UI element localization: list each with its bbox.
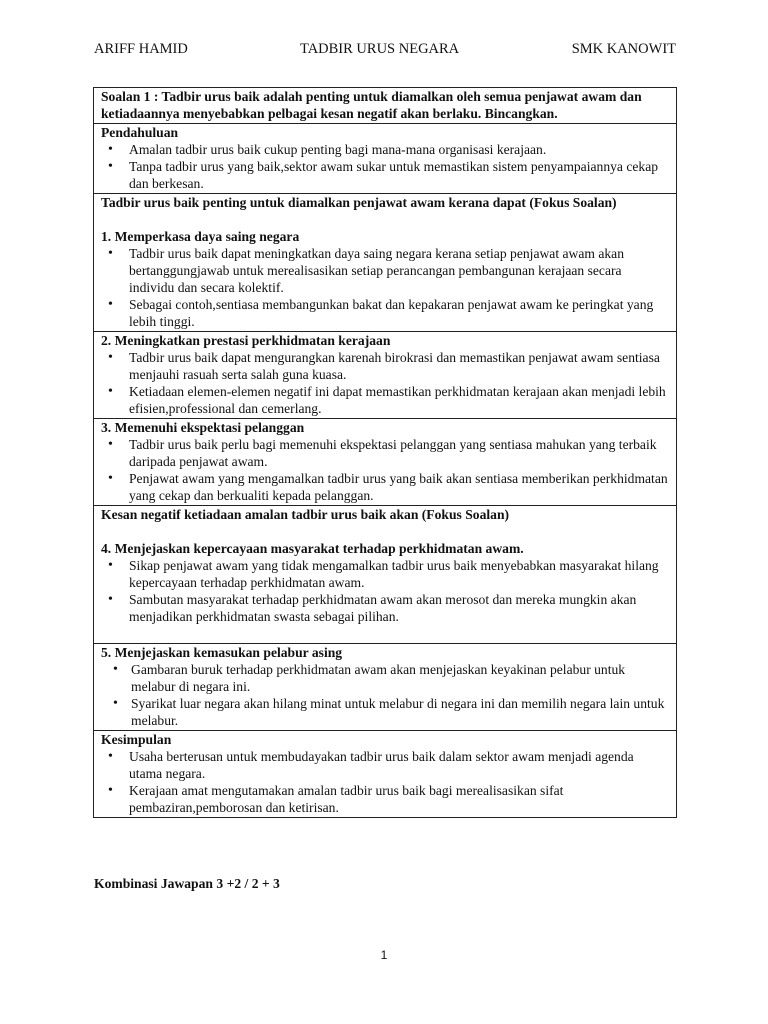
list-item: • Sebagai contoh,sentiasa membangunkan bakat dan kepakaran penjawat awam ke peringkat yang lebih tinggi. [101,296,668,330]
focus-heading: Tadbir urus baik penting untuk diamalkan penjawat awam kerana dapat (Fokus Soalan) [101,195,617,210]
list-item: • Tadbir urus baik dapat mengurangkan karenah birokrasi dan memastikan penjawat awam sentiasa menjauhi rasuah serta salah guna kuasa. [101,349,668,383]
point1-heading: 1. Memperkasa daya saing negara [101,229,300,244]
focus-cell [94,194,676,332]
negative-heading: Kesan negatif ketiadaan amalan tadbir urus baik akan (Fokus Soalan) [101,507,510,522]
page-number: 1 [380,948,388,962]
page-header [94,41,676,63]
list-item: • Ketiadaan elemen-elemen negatif ini dapat memastikan perkhidmatan kerajaan akan menjadi lebih efisien,professional dan cemerlang. [101,383,668,417]
list-item: • Amalan tadbir urus baik cukup penting bagi mana-mana organisasi kerajaan. [101,141,668,158]
point4-heading: 4. Menjejaskan kepercayaan masyarakat terhadap perkhidmatan awam. [101,541,524,556]
school-name: SMK KANOWIT [571,41,676,57]
conclusion-heading: Kesimpulan [101,732,172,747]
list-item: • Gambaran buruk terhadap perkhidmatan awam akan menjejaskan keyakinan pelabur untuk melabur di negara ini. [101,661,668,695]
author-name: ARIFF HAMID [94,41,188,57]
intro-heading: Pendahuluan [101,125,179,140]
conclusion-bullets [101,748,668,816]
list-item: • Sambutan masyarakat terhadap perkhidmatan awam akan merosot dan mereka mungkin akan menjadikan perkhidmatan swasta sebagai pilihan. [101,591,668,625]
answer-table [93,87,677,818]
list-item: • Sikap penjawat awam yang tidak mengamalkan tadbir urus baik menyebabkan masyarakat hilang kepercayaan terhadap perkhidmatan awam. [101,557,668,591]
question-cell: Soalan 1 : Tadbir urus baik adalah penting untuk diamalkan oleh semua penjawat awam dan ketiadaannya menyebabkan pelbagai kesan negatif akan berlaku. Bincangkan. [94,88,676,124]
intro-cell [94,124,676,194]
list-item: • Tanpa tadbir urus yang baik,sektor awam sukar untuk memastikan sistem penyampaiannya cekap dan berkesan. [101,158,668,192]
point3-bullets [101,436,668,504]
intro-bullets [101,141,668,192]
document-title: TADBIR URUS NEGARA [300,41,460,57]
point5-heading: 5. Menjejaskan kemasukan pelabur asing [101,645,343,660]
list-item: • Usaha berterusan untuk membudayakan tadbir urus baik dalam sektor awam menjadi agenda utama negara. [101,748,668,782]
point2-cell [94,332,676,419]
point2-bullets [101,349,668,417]
list-item: • Tadbir urus baik perlu bagi memenuhi ekspektasi pelanggan yang sentiasa mahukan yang terbaik daripada penjawat awam. [101,436,668,470]
conclusion-cell [94,731,676,818]
point4-bullets [101,557,668,625]
point2-heading: 2. Meningkatkan prestasi perkhidmatan kerajaan [101,333,391,348]
list-item: • Tadbir urus baik dapat meningkatkan daya saing negara kerana setiap penjawat awam akan bertanggungjawab untuk merealisasikan setiap perancangan pembangunan kerajaan secara individu dan secara kolektif. [101,245,668,296]
list-item: • Kerajaan amat mengutamakan amalan tadbir urus baik bagi merealisasikan sifat pembaziran,pemborosan dan ketirisan. [101,782,668,816]
list-item: • Syarikat luar negara akan hilang minat untuk melabur di negara ini dan memilih negara lain untuk melabur. [101,695,668,729]
point3-cell [94,419,676,506]
point1-bullets [101,245,668,330]
negative-cell [94,506,676,644]
point5-cell [94,644,676,731]
point5-bullets [101,661,668,729]
point3-heading: 3. Memenuhi ekspektasi pelanggan [101,420,305,435]
list-item: • Penjawat awam yang mengamalkan tadbir urus yang baik akan sentiasa memberikan perkhidmatan yang cekap dan berkualiti kepada pelanggan. [101,470,668,504]
answer-combination: Kombinasi Jawapan 3 +2 / 2 + 3 [94,876,280,891]
